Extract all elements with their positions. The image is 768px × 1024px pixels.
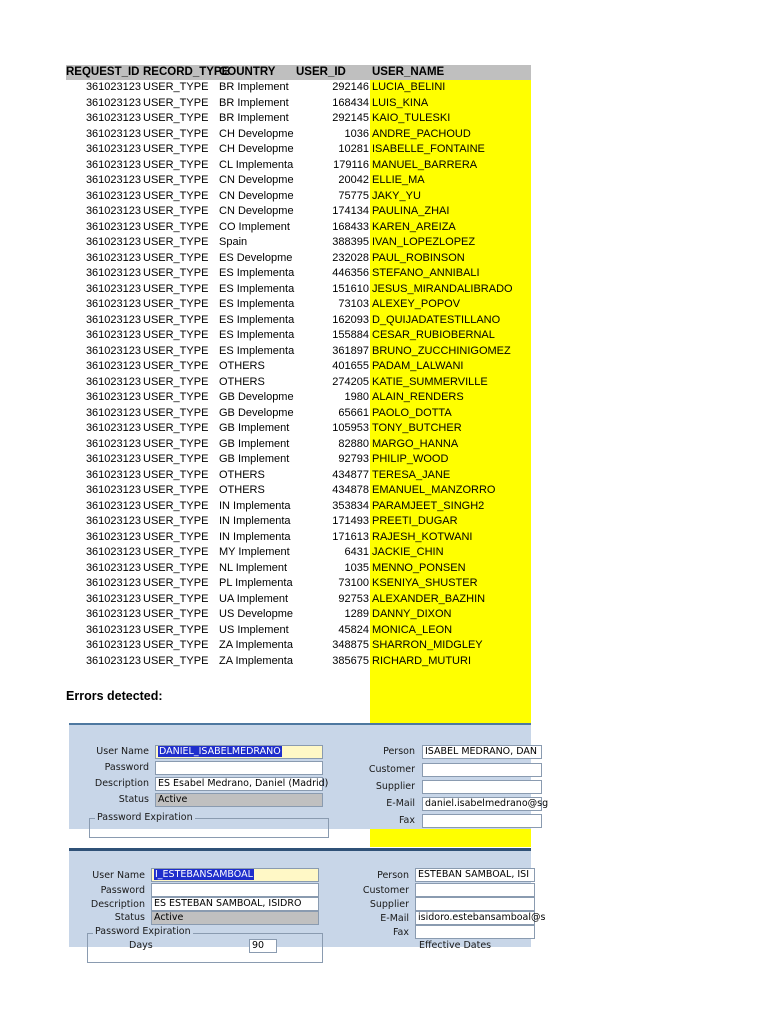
user-id-cell: 385675 bbox=[332, 654, 369, 667]
record-type-cell: USER_TYPE bbox=[143, 468, 209, 481]
request-id-cell: 361023123 bbox=[85, 499, 141, 512]
table-row bbox=[0, 483, 531, 499]
record-type-cell: USER_TYPE bbox=[143, 484, 209, 496]
request-id-cell: 361023123 bbox=[85, 530, 141, 543]
record-type-cell: USER_TYPE bbox=[143, 127, 209, 140]
request-id-cell: 361023123 bbox=[85, 577, 141, 589]
table-row bbox=[0, 220, 531, 236]
user-name-cell: ELLIE_MA bbox=[372, 174, 425, 186]
customer-label: Customer bbox=[368, 764, 415, 775]
user-name-cell: PREETI_DUGAR bbox=[372, 515, 458, 527]
country-cell: GB Developme bbox=[219, 406, 294, 419]
record-type-cell: USER_TYPE bbox=[143, 592, 209, 605]
user-name-cell: TERESA_JANE bbox=[372, 468, 451, 481]
table-row bbox=[0, 514, 531, 530]
user-name-cell: ANDRE_PACHOUD bbox=[372, 127, 471, 140]
user-id-cell: 401655 bbox=[332, 360, 369, 372]
record-type-cell: USER_TYPE bbox=[143, 298, 209, 310]
errors-detected-label: Errors detected: bbox=[66, 689, 163, 703]
description-field[interactable]: ES ESTEBAN SAMBOAL, ISIDRO bbox=[151, 897, 319, 911]
record-type-cell: USER_TYPE bbox=[143, 561, 209, 574]
days-label: Days bbox=[129, 940, 153, 951]
password-expiration-group bbox=[87, 933, 323, 963]
user-name-cell: KATIE_SUMMERVILLE bbox=[372, 375, 488, 388]
user-name-cell: BRUNO_ZUCCHINIGOMEZ bbox=[372, 344, 511, 357]
record-type-cell: USER_TYPE bbox=[143, 267, 209, 279]
user-name-cell: PAOLO_DOTTA bbox=[372, 406, 452, 419]
record-type-cell: USER_TYPE bbox=[143, 220, 209, 233]
request-id-cell: 361023123 bbox=[85, 654, 141, 667]
user-name-label: User Name bbox=[92, 870, 145, 881]
fax-field[interactable] bbox=[422, 814, 542, 828]
user-name-cell: RICHARD_MUTURI bbox=[372, 654, 471, 667]
user-name-cell: EMANUEL_MANZORRO bbox=[372, 484, 496, 496]
table-row bbox=[0, 530, 531, 546]
user-name-cell: CESAR_RUBIOBERNAL bbox=[372, 329, 495, 341]
request-id-cell: 361023123 bbox=[85, 592, 141, 605]
request-id-cell: 361023123 bbox=[85, 127, 141, 140]
record-type-cell: USER_TYPE bbox=[143, 608, 209, 620]
country-cell: GB Implement bbox=[219, 453, 290, 465]
user-id-cell: 348875 bbox=[332, 639, 369, 651]
header-record-type: RECORD_TYPE bbox=[143, 66, 230, 78]
request-id-cell: 361023123 bbox=[85, 422, 141, 434]
country-cell: BR Implement bbox=[219, 81, 289, 93]
request-id-cell: 361023123 bbox=[85, 546, 141, 558]
user-name-cell: PARAMJEET_SINGH2 bbox=[372, 499, 485, 512]
email-field[interactable]: isidoro.estebansamboal@s bbox=[415, 911, 535, 925]
record-type-cell: USER_TYPE bbox=[143, 546, 209, 558]
fax-label: Fax bbox=[392, 927, 409, 938]
country-cell: GB Implement bbox=[219, 437, 290, 450]
table-header-row bbox=[66, 65, 531, 80]
country-cell: OTHERS bbox=[219, 375, 265, 388]
supplier-label: Supplier bbox=[369, 899, 409, 910]
record-type-cell: USER_TYPE bbox=[143, 251, 209, 264]
request-id-cell: 361023123 bbox=[85, 561, 141, 574]
table-row bbox=[0, 189, 531, 205]
user-id-cell: 1289 bbox=[344, 608, 369, 620]
user-id-cell: 168433 bbox=[332, 220, 369, 233]
user-name-cell: PAULINA_ZHAI bbox=[372, 205, 450, 217]
record-type-cell: USER_TYPE bbox=[143, 515, 209, 527]
user-id-cell: 388395 bbox=[332, 236, 369, 248]
email-label: E-Mail bbox=[380, 913, 409, 924]
record-type-cell: USER_TYPE bbox=[143, 623, 209, 636]
table-row bbox=[0, 111, 531, 127]
country-cell: CH Developme bbox=[219, 143, 294, 155]
table-row bbox=[0, 545, 531, 561]
user-id-cell: 105953 bbox=[332, 422, 369, 434]
table-row bbox=[0, 173, 531, 189]
user-name-cell: ALAIN_RENDERS bbox=[372, 391, 464, 403]
request-id-cell: 361023123 bbox=[85, 406, 141, 419]
country-cell: CH Developme bbox=[219, 127, 294, 140]
table-row bbox=[0, 576, 531, 592]
table-row bbox=[0, 592, 531, 608]
user-name-cell: KAREN_AREIZA bbox=[372, 220, 456, 233]
user-name-cell: KSENIYA_SHUSTER bbox=[372, 577, 478, 589]
supplier-field[interactable] bbox=[422, 780, 542, 794]
request-id-cell: 361023123 bbox=[85, 453, 141, 465]
request-id-cell: 361023123 bbox=[85, 360, 141, 372]
record-type-cell: USER_TYPE bbox=[143, 530, 209, 543]
user-id-cell: 274205 bbox=[332, 375, 369, 388]
record-type-cell: USER_TYPE bbox=[143, 158, 209, 171]
table-row bbox=[0, 359, 531, 375]
country-cell: ZA Implementa bbox=[219, 654, 293, 667]
user-id-cell: 73103 bbox=[338, 298, 369, 310]
user-id-cell: 353834 bbox=[332, 499, 369, 512]
password-expiration-title: Password Expiration bbox=[97, 812, 193, 823]
user-name-cell: PAUL_ROBINSON bbox=[372, 251, 465, 264]
user-name-cell: D_QUIJADATESTILLANO bbox=[372, 313, 501, 326]
request-id-cell: 361023123 bbox=[85, 267, 141, 279]
user-id-cell: 65661 bbox=[338, 406, 369, 419]
user-name-cell: LUIS_KINA bbox=[372, 96, 429, 109]
record-type-cell: USER_TYPE bbox=[143, 406, 209, 419]
user-name-field[interactable]: DANIEL_ISABELMEDRANO bbox=[155, 745, 323, 759]
fax-field[interactable] bbox=[415, 925, 535, 939]
password-field[interactable] bbox=[155, 761, 323, 775]
user-id-cell: 162093 bbox=[332, 313, 369, 326]
request-id-cell: 361023123 bbox=[85, 143, 141, 155]
request-id-cell: 361023123 bbox=[85, 391, 141, 403]
record-type-cell: USER_TYPE bbox=[143, 143, 209, 155]
record-type-cell: USER_TYPE bbox=[143, 236, 209, 248]
country-cell: MY Implement bbox=[219, 546, 290, 558]
customer-field[interactable] bbox=[422, 763, 542, 777]
request-id-cell: 361023123 bbox=[85, 81, 141, 93]
user-name-cell: JESUS_MIRANDALIBRADO bbox=[372, 282, 513, 295]
user-name-cell: SHARRON_MIDGLEY bbox=[372, 639, 483, 651]
country-cell: ES Implementa bbox=[219, 313, 295, 326]
header-user-id: USER_ID bbox=[296, 66, 346, 78]
record-type-cell: USER_TYPE bbox=[143, 391, 209, 403]
error-screenshot-2 bbox=[69, 848, 546, 951]
user-name-cell: MENNO_PONSEN bbox=[372, 561, 466, 574]
table-row bbox=[0, 251, 531, 267]
user-id-cell: 92793 bbox=[338, 453, 369, 465]
header-country: COUNTRY bbox=[219, 66, 276, 78]
request-id-cell: 361023123 bbox=[85, 189, 141, 202]
email-label: E-Mail bbox=[386, 798, 415, 809]
table-row bbox=[0, 561, 531, 577]
customer-label: Customer bbox=[362, 885, 409, 896]
record-type-cell: USER_TYPE bbox=[143, 654, 209, 667]
request-id-cell: 361023123 bbox=[85, 329, 141, 341]
effective-dates-label: Effective Dates bbox=[419, 940, 492, 951]
country-cell: CN Developme bbox=[219, 189, 294, 202]
password-label: Password bbox=[104, 762, 149, 773]
user-id-cell: 1035 bbox=[344, 561, 369, 574]
user-id-cell: 155884 bbox=[332, 329, 369, 341]
user-id-cell: 20042 bbox=[338, 174, 369, 186]
table-row bbox=[0, 328, 531, 344]
user-id-cell: 434878 bbox=[332, 484, 369, 496]
country-cell: OTHERS bbox=[219, 468, 265, 481]
user-name-cell: RAJESH_KOTWANI bbox=[372, 530, 473, 543]
request-id-cell: 361023123 bbox=[85, 205, 141, 217]
table-row bbox=[0, 282, 531, 298]
table-row bbox=[0, 375, 531, 391]
record-type-cell: USER_TYPE bbox=[143, 422, 209, 434]
user-id-cell: 292146 bbox=[332, 81, 369, 93]
status-label: Status bbox=[114, 912, 145, 923]
user-name-cell: MANUEL_BARRERA bbox=[372, 158, 478, 171]
password-field[interactable] bbox=[151, 883, 319, 897]
table-row bbox=[0, 313, 531, 329]
days-field[interactable]: 90 bbox=[249, 939, 277, 953]
user-id-cell: 179116 bbox=[333, 158, 369, 171]
user-id-cell: 75775 bbox=[338, 189, 369, 202]
status-field[interactable]: Active bbox=[155, 793, 323, 807]
table-row bbox=[0, 623, 531, 639]
header-user-name: USER_NAME bbox=[372, 66, 445, 78]
record-type-cell: USER_TYPE bbox=[143, 174, 209, 186]
user-id-cell: 434877 bbox=[332, 468, 369, 481]
request-id-cell: 361023123 bbox=[85, 437, 141, 450]
table-body bbox=[0, 80, 531, 669]
request-id-cell: 361023123 bbox=[85, 96, 141, 109]
country-cell: CL Implementa bbox=[219, 158, 294, 171]
request-id-cell: 361023123 bbox=[85, 344, 141, 357]
country-cell: ES Developme bbox=[219, 251, 293, 264]
table-row bbox=[0, 406, 531, 422]
user-name-cell: ALEXANDER_BAZHIN bbox=[372, 592, 486, 605]
table-row bbox=[0, 142, 531, 158]
request-id-cell: 361023123 bbox=[85, 112, 141, 124]
person-field[interactable]: ISABEL MEDRANO, DAN bbox=[422, 745, 542, 759]
request-id-cell: 361023123 bbox=[85, 158, 141, 171]
request-id-cell: 361023123 bbox=[85, 515, 141, 527]
user-name-cell: LUCIA_BELINI bbox=[372, 81, 446, 93]
record-type-cell: USER_TYPE bbox=[143, 96, 209, 109]
table-row bbox=[0, 204, 531, 220]
country-cell: IN Implementa bbox=[219, 515, 291, 527]
status-label: Status bbox=[118, 794, 149, 805]
request-id-cell: 361023123 bbox=[85, 298, 141, 310]
person-field[interactable]: ESTEBAN SAMBOAL, ISI bbox=[415, 868, 535, 882]
table-row bbox=[0, 158, 531, 174]
status-field[interactable]: Active bbox=[151, 911, 319, 925]
user-name-cell: PHILIP_WOOD bbox=[372, 453, 449, 465]
user-id-cell: 232028 bbox=[332, 251, 369, 264]
user-name-cell: JAKY_YU bbox=[372, 189, 421, 202]
user-name-cell: ALEXEY_POPOV bbox=[372, 298, 461, 310]
country-cell: OTHERS bbox=[219, 484, 265, 496]
user-name-label: User Name bbox=[96, 746, 149, 757]
request-id-cell: 361023123 bbox=[85, 484, 141, 496]
person-label: Person bbox=[383, 746, 415, 757]
table-row bbox=[0, 344, 531, 360]
country-cell: IN Implementa bbox=[219, 530, 291, 543]
request-id-cell: 361023123 bbox=[85, 623, 141, 636]
country-cell: BR Implement bbox=[219, 112, 289, 124]
country-cell: BR Implement bbox=[219, 96, 289, 109]
request-id-cell: 361023123 bbox=[85, 608, 141, 620]
request-id-cell: 361023123 bbox=[85, 313, 141, 326]
record-type-cell: USER_TYPE bbox=[143, 313, 209, 326]
table-row bbox=[0, 452, 531, 468]
request-id-cell: 361023123 bbox=[85, 375, 141, 388]
country-cell: PL Implementa bbox=[219, 577, 293, 589]
user-id-cell: 151610 bbox=[332, 282, 369, 295]
table-row bbox=[0, 437, 531, 453]
password-label: Password bbox=[100, 885, 145, 896]
country-cell: ES Implementa bbox=[219, 329, 295, 341]
country-cell: GB Developme bbox=[219, 391, 294, 403]
user-name-cell: KAIO_TULESKI bbox=[372, 112, 451, 124]
supplier-label: Supplier bbox=[375, 781, 415, 792]
record-type-cell: USER_TYPE bbox=[143, 577, 209, 589]
country-cell: ZA Implementa bbox=[219, 639, 293, 651]
record-type-cell: USER_TYPE bbox=[143, 437, 209, 450]
request-id-cell: 361023123 bbox=[85, 282, 141, 295]
country-cell: CN Developme bbox=[219, 174, 294, 186]
user-name-cell: JACKIE_CHIN bbox=[372, 546, 444, 558]
record-type-cell: USER_TYPE bbox=[143, 499, 209, 512]
description-label: Description bbox=[90, 899, 145, 910]
table-row bbox=[0, 297, 531, 313]
user-id-cell: 446356 bbox=[332, 267, 369, 279]
record-type-cell: USER_TYPE bbox=[143, 112, 209, 124]
country-cell: OTHERS bbox=[219, 360, 265, 372]
description-field[interactable]: ES Esabel Medrano, Daniel (Madrid) bbox=[155, 777, 323, 791]
record-type-cell: USER_TYPE bbox=[143, 329, 209, 341]
request-id-cell: 361023123 bbox=[85, 468, 141, 481]
table-row bbox=[0, 235, 531, 251]
user-name-cell: MARGO_HANNA bbox=[372, 437, 459, 450]
country-cell: UA Implement bbox=[219, 592, 289, 605]
user-name-field[interactable]: I_ESTEBANSAMBOAL bbox=[151, 868, 319, 882]
user-id-cell: 45824 bbox=[338, 623, 369, 636]
user-name-cell: TONY_BUTCHER bbox=[372, 422, 462, 434]
user-id-cell: 1980 bbox=[344, 391, 369, 403]
country-cell: Spain bbox=[219, 236, 248, 248]
user-id-cell: 73100 bbox=[338, 577, 369, 589]
country-cell: US Developme bbox=[219, 608, 293, 620]
record-type-cell: USER_TYPE bbox=[143, 205, 209, 217]
table-row bbox=[0, 80, 531, 96]
user-name-cell: DANNY_DIXON bbox=[372, 608, 452, 620]
user-id-cell: 82880 bbox=[338, 437, 369, 450]
country-cell: NL Implement bbox=[219, 561, 288, 574]
user-name-cell: IVAN_LOPEZLOPEZ bbox=[372, 236, 476, 248]
user-id-cell: 361897 bbox=[332, 344, 369, 357]
password-expiration-title: Password Expiration bbox=[95, 926, 191, 937]
table-row bbox=[0, 654, 531, 670]
user-id-cell: 1036 bbox=[344, 127, 369, 140]
error-screenshot-1 bbox=[69, 723, 549, 829]
country-cell: CO Implement bbox=[219, 220, 290, 233]
table-row bbox=[0, 607, 531, 623]
country-cell: ES Implementa bbox=[219, 282, 295, 295]
country-cell: US Implement bbox=[219, 623, 289, 636]
record-type-cell: USER_TYPE bbox=[143, 639, 209, 651]
record-type-cell: USER_TYPE bbox=[143, 360, 209, 372]
fax-label: Fax bbox=[398, 815, 415, 826]
user-id-cell: 171493 bbox=[332, 515, 369, 527]
table-row bbox=[0, 468, 531, 484]
record-type-cell: USER_TYPE bbox=[143, 81, 209, 93]
user-id-cell: 6431 bbox=[344, 546, 369, 558]
user-id-cell: 92753 bbox=[338, 592, 369, 605]
header-request-id: REQUEST_ID bbox=[66, 66, 140, 78]
customer-field[interactable] bbox=[415, 883, 535, 897]
request-id-cell: 361023123 bbox=[85, 251, 141, 264]
request-id-cell: 361023123 bbox=[85, 220, 141, 233]
user-id-cell: 10281 bbox=[338, 143, 369, 155]
table-row bbox=[0, 390, 531, 406]
table-row bbox=[0, 421, 531, 437]
user-name-cell: STEFANO_ANNIBALI bbox=[372, 267, 480, 279]
record-type-cell: USER_TYPE bbox=[143, 344, 209, 357]
country-cell: ES Implementa bbox=[219, 344, 295, 357]
person-label: Person bbox=[377, 870, 409, 881]
country-cell: GB Implement bbox=[219, 422, 290, 434]
user-id-cell: 292145 bbox=[332, 112, 369, 124]
user-id-cell: 168434 bbox=[332, 96, 369, 109]
country-cell: IN Implementa bbox=[219, 499, 291, 512]
request-id-cell: 361023123 bbox=[85, 236, 141, 248]
country-cell: CN Developme bbox=[219, 205, 294, 217]
record-type-cell: USER_TYPE bbox=[143, 375, 209, 388]
request-id-cell: 361023123 bbox=[85, 639, 141, 651]
record-type-cell: USER_TYPE bbox=[143, 189, 209, 202]
table-row bbox=[0, 266, 531, 282]
email-field[interactable]: daniel.isabelmedrano@sg bbox=[422, 797, 542, 811]
record-type-cell: USER_TYPE bbox=[143, 282, 209, 295]
user-name-cell: ISABELLE_FONTAINE bbox=[372, 143, 485, 155]
record-type-cell: USER_TYPE bbox=[143, 453, 209, 465]
user-id-cell: 174134 bbox=[332, 205, 369, 217]
supplier-field[interactable] bbox=[415, 897, 535, 911]
table-row bbox=[0, 96, 531, 112]
user-name-cell: MONICA_LEON bbox=[372, 623, 453, 636]
description-label: Description bbox=[94, 778, 149, 789]
user-name-cell: PADAM_LALWANI bbox=[372, 360, 464, 372]
table-row bbox=[0, 638, 531, 654]
table-row bbox=[0, 127, 531, 143]
user-id-cell: 171613 bbox=[332, 530, 369, 543]
country-cell: ES Implementa bbox=[219, 267, 295, 279]
table-row bbox=[0, 499, 531, 515]
country-cell: ES Implementa bbox=[219, 298, 295, 310]
request-id-cell: 361023123 bbox=[85, 174, 141, 186]
